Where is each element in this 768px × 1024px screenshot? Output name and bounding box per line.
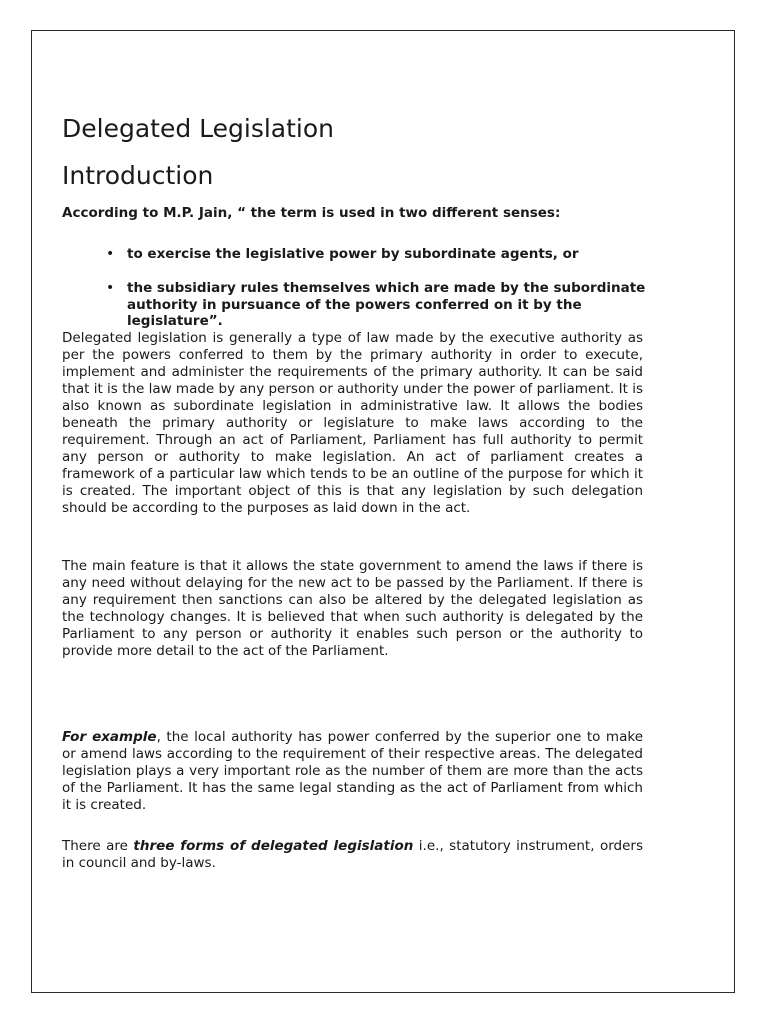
bullet-item: [106, 246, 647, 263]
forms-emphasis: three forms of delegated legislation: [133, 838, 414, 854]
section-heading: Introduction: [62, 161, 214, 190]
document-title: Delegated Legislation: [62, 114, 335, 143]
lead-sentence: According to M.P. Jain, “ the term is used in two different senses:: [62, 205, 561, 221]
example-emphasis: For example: [62, 729, 157, 745]
bullet-text: the subsidiary rules themselves which are made by the subordinate authority in pursuance of the powers conferred on it by the legislature”.: [127, 280, 646, 329]
bullet-text: to exercise the legislative power by subordinate agents, or: [127, 246, 579, 262]
bullet-item: [106, 280, 647, 330]
bullet-dot-icon: •: [106, 246, 115, 262]
paragraph-definition: Delegated legislation is generally a type of law made by the executive authority as per the powers conferred to them by the primary authority in order to execute, implement and administer the requirements of the primary authority. It can be said that it is the law made by any person or authority under the power of parliament. It is also known as subordinate legislation in administrative law. It allows the bodies beneath the primary authority or legislature to make laws according to the requirement. Through an act of Parliament, Parliament has full authority to permit any person or authority to make legislation. An act of parliament creates a framework of a particular law which tends to be an outline of the purpose for which it is created. The important object of this is that any legislation by such delegation should be according to the purposes as laid down in the act.: [62, 330, 643, 516]
forms-text-start: There are: [62, 838, 134, 854]
forms-text-end: i.e., statutory instrument, orders in council and by-laws.: [62, 838, 643, 871]
paragraph-example: [62, 729, 643, 814]
example-text: , the local authority has power conferred by the superior one to make or amend laws according to the requirement of their respective areas. The delegated legislation plays a very important role as the number of them are more than the acts of the Parliament. It has the same legal standing as the act of Parliament from which it is created.: [62, 729, 643, 813]
paragraph-forms: [62, 838, 643, 872]
paragraph-main-feature: The main feature is that it allows the state government to amend the laws if there is any need without delaying for the new act to be passed by the Parliament. If there is any requirement then sanctions can also be altered by the delegated legislation as the technology changes. It is believed that when such authority is delegated by the Parliament to any person or authority it enables such person or the authority to provide more detail to the act of the Parliament.: [62, 558, 643, 659]
bullet-dot-icon: •: [106, 280, 115, 296]
